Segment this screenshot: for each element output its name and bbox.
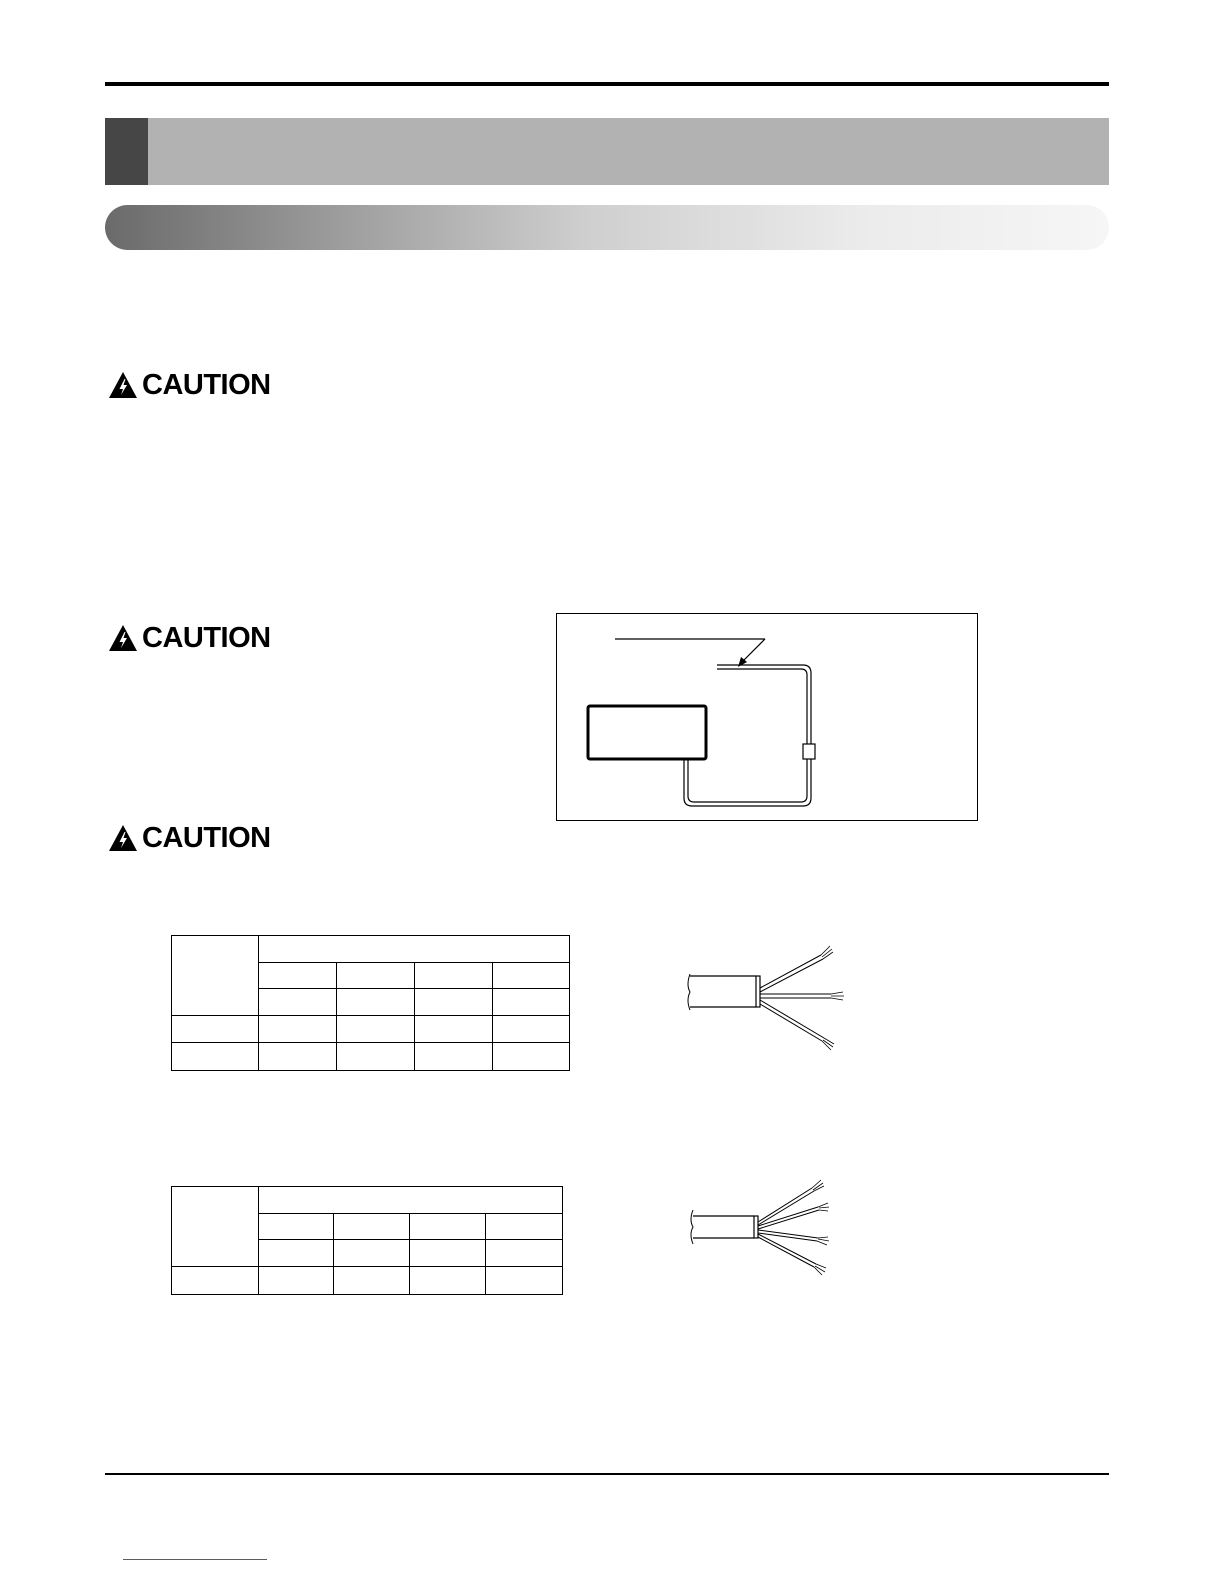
four-core-cable-drawing: [680, 1172, 850, 1282]
table-cell: [259, 1267, 334, 1295]
core-wire: [758, 1237, 814, 1267]
warning-triangle-icon: [108, 824, 138, 852]
table-cell: [334, 1267, 410, 1295]
caution-heading-3: [108, 822, 271, 854]
warning-triangle-icon: [108, 624, 138, 652]
core-strands: [822, 1038, 834, 1050]
table-cell: [172, 1187, 259, 1267]
table-cell: [259, 989, 337, 1016]
wire-spec-table-1: [171, 935, 570, 1071]
section-header-bar: [105, 118, 1109, 185]
core-strands: [821, 946, 833, 959]
table-cell: [486, 1214, 563, 1240]
core-strands: [817, 1237, 829, 1245]
core-wire: [758, 1188, 812, 1222]
table-cell: [415, 963, 493, 989]
table-cell: [259, 963, 337, 989]
table-cell: [486, 1267, 563, 1295]
caution-heading-2: [108, 622, 271, 654]
cable-sheath-end: [756, 976, 760, 1007]
table-row: [172, 1187, 563, 1214]
table-cell: [493, 1016, 570, 1043]
table-cell: [259, 1016, 337, 1043]
table-row: [172, 936, 570, 963]
table-cell: [415, 1043, 493, 1071]
top-rule: [105, 82, 1109, 86]
three-core-cable-drawing: [676, 940, 856, 1055]
footer-link[interactable]: [123, 1559, 267, 1560]
caution-heading-1: [108, 369, 271, 401]
header-accent-block: [105, 118, 148, 185]
core-wire: [760, 955, 821, 988]
subsection-title-bar: [105, 205, 1109, 250]
table-cell: [410, 1267, 486, 1295]
grounding-diagram-drawing: [557, 614, 979, 822]
core-strands: [814, 1264, 826, 1275]
caution-label: CAUTION: [142, 368, 271, 401]
bottom-rule: [105, 1473, 1109, 1475]
warning-triangle-icon: [108, 371, 138, 399]
table-row: [172, 1016, 570, 1043]
table-cell: [337, 1016, 415, 1043]
table-cell: [410, 1240, 486, 1267]
caution-label: CAUTION: [142, 821, 271, 854]
cable-sheath-end: [754, 1216, 758, 1238]
table-cell: [337, 989, 415, 1016]
table-cell: [410, 1214, 486, 1240]
table-cell: [259, 1240, 334, 1267]
table-cell: [259, 1214, 334, 1240]
table-cell: [259, 1043, 337, 1071]
table-cell: [172, 1267, 259, 1295]
table-cell: [486, 1240, 563, 1267]
core-strands: [831, 992, 844, 1000]
table-cell: [415, 1016, 493, 1043]
table-row: [172, 1267, 563, 1295]
table-cell: [493, 1043, 570, 1071]
unit-box: [588, 706, 706, 759]
core-wire: [760, 959, 823, 992]
wire-spec-table-2: [171, 1186, 563, 1295]
table-cell: [334, 1240, 410, 1267]
table-header-cell: [259, 936, 570, 963]
table-cell: [493, 989, 570, 1016]
table-row: [172, 1043, 570, 1071]
table-cell: [172, 1016, 259, 1043]
core-wire: [760, 1004, 822, 1041]
table-cell: [172, 936, 259, 1016]
table-cell: [334, 1214, 410, 1240]
connector-box: [803, 744, 815, 759]
table-cell: [172, 1043, 259, 1071]
core-strands: [812, 1180, 824, 1191]
core-wire: [758, 1234, 816, 1264]
core-strands: [818, 1203, 829, 1211]
table-cell: [337, 1043, 415, 1071]
table-cell: [337, 963, 415, 989]
cable-cut-end: [688, 974, 690, 1010]
core-wire: [760, 1000, 824, 1038]
caution-label: CAUTION: [142, 621, 271, 654]
table-cell: [415, 989, 493, 1016]
table-header-cell: [259, 1187, 563, 1214]
table-cell: [493, 963, 570, 989]
cable-cut-end: [691, 1210, 693, 1244]
grounding-diagram: [556, 613, 978, 821]
